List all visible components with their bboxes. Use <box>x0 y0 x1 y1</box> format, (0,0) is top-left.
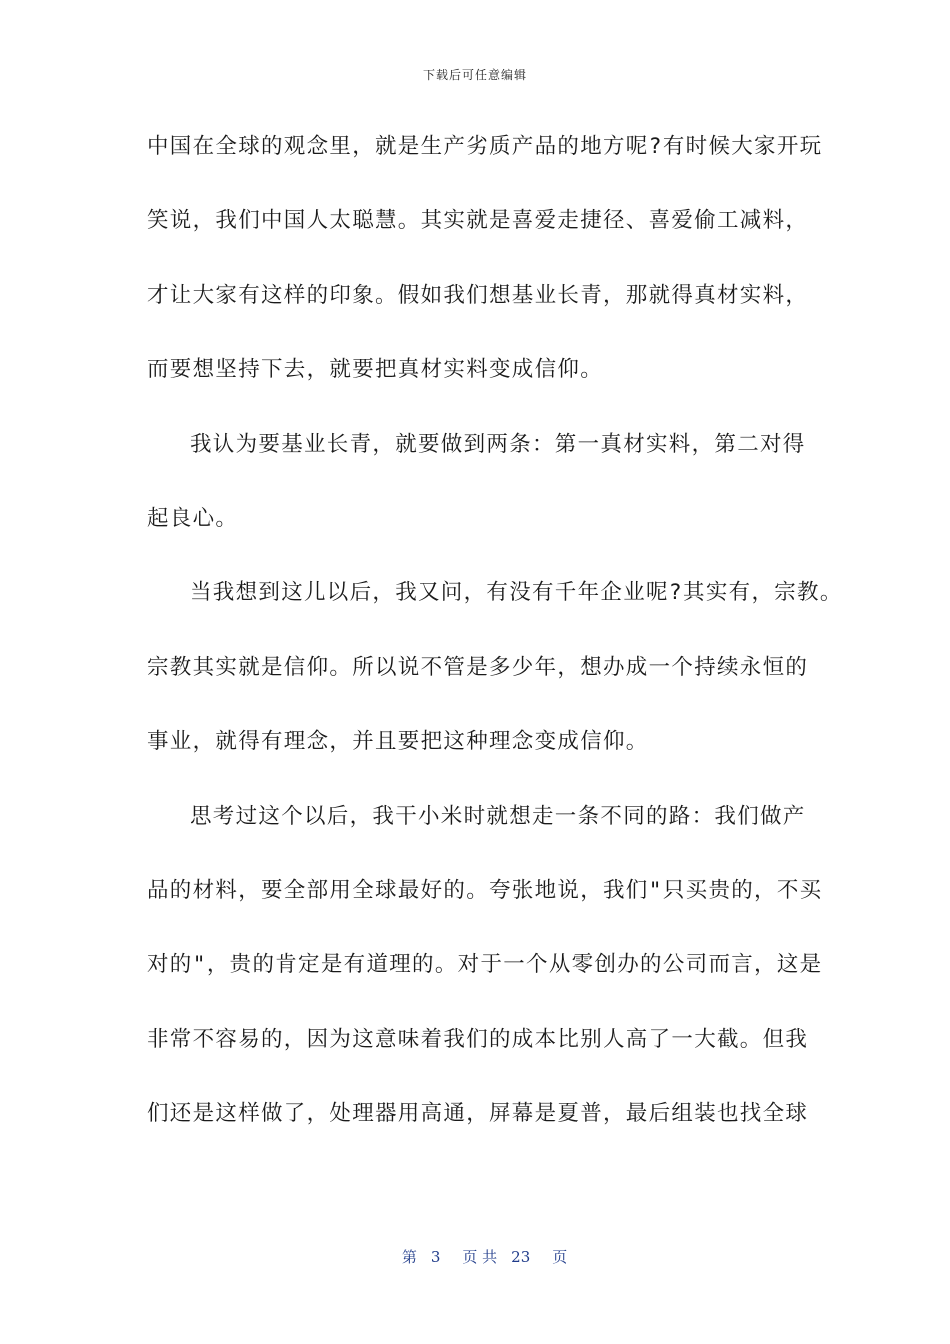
text-line: 起良心。 <box>147 505 239 531</box>
page-number: 3 <box>430 1248 441 1266</box>
text-line: 宗教其实就是信仰。所以说不管是多少年，想办成一个持续永恒的 <box>147 654 809 680</box>
page-prefix: 第 <box>401 1248 417 1266</box>
body-text <box>147 125 843 1166</box>
paragraph-first-line: 思考过这个以后，我干小米时就想走一条不同的路：我们做产 <box>190 803 806 829</box>
text-line: 才让大家有这样的印象。假如我们想基业长青，那就得真材实料， <box>147 282 809 308</box>
paragraph-first-line: 当我想到这儿以后，我又问，有没有千年企业呢?其实有，宗教。 <box>190 580 843 606</box>
page-header: 下载后可任意编辑 <box>422 68 527 82</box>
text-line: 对的"，贵的肯定是有道理的。对于一个从零创办的公司而言，这是 <box>147 952 823 978</box>
text-line: 而要想坚持下去，就要把真材实料变成信仰。 <box>147 357 604 383</box>
total-pages: 23 <box>511 1248 531 1266</box>
text-line: 们还是这样做了，处理器用高通，屏幕是夏普，最后组装也找全球 <box>147 1101 809 1127</box>
page-mid: 页 共 <box>462 1248 498 1266</box>
paragraph-first-line: 我认为要基业长青，就要做到两条：第一真材实料，第二对得 <box>190 431 806 457</box>
text-line: 中国在全球的观念里，就是生产劣质产品的地方呢?有时候大家开玩 <box>147 134 823 159</box>
page-suffix: 页 <box>552 1248 568 1266</box>
text-line: 笑说，我们中国人太聪慧。其实就是喜爱走捷径、喜爱偷工减料， <box>147 208 809 234</box>
page-footer <box>0 1228 950 1285</box>
text-line: 事业，就得有理念，并且要把这种理念变成信仰。 <box>147 729 649 755</box>
text-line: 品的材料，要全部用全球最好的。夸张地说，我们"只买贵的，不买 <box>147 877 823 903</box>
text-line: 非常不容易的，因为这意味着我们的成本比别人高了一大截。但我 <box>147 1026 809 1052</box>
